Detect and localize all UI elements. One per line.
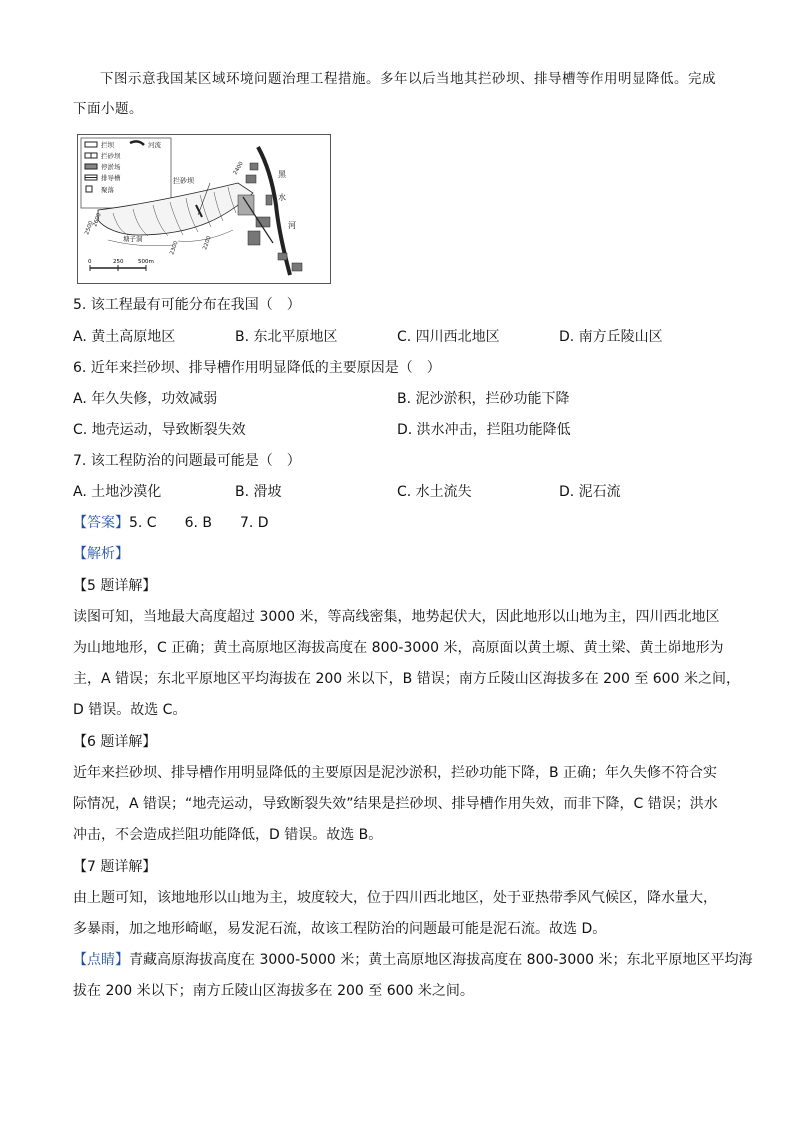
q7-option-b[interactable]: B. 滑坡 bbox=[235, 484, 282, 500]
answer-label: 【答案】 bbox=[73, 515, 129, 531]
tip-line-2: 拔在 200 米以下；南方丘陵山区海拔多在 200 至 600 米之间。 bbox=[73, 983, 474, 999]
legend-river: 河流 bbox=[148, 141, 161, 149]
detail-7-heading: 【7 题详解】 bbox=[73, 859, 157, 875]
detail-5-line-4: D 错误。故选 C。 bbox=[73, 702, 187, 718]
detail-6-heading: 【6 题详解】 bbox=[73, 734, 157, 750]
detail-5-line-2: 为山地地形，C 正确；黄土高原地区海拔高度在 800-3000 米，高原面以黄土塬、黄土梁、黄土峁地形为 bbox=[73, 640, 724, 656]
question-6-stem: 6. 近年来拦砂坝、排导槽作用明显降低的主要原因是（ ） bbox=[73, 360, 441, 376]
tip-label: 【点睛】 bbox=[73, 952, 129, 968]
terrain-map-figure bbox=[77, 134, 331, 284]
svg-text:2400: 2400 bbox=[232, 160, 245, 176]
village-label: 塘子洞 bbox=[123, 235, 143, 243]
legend-settlement: 聚落 bbox=[101, 186, 114, 194]
legend-silt-field-icon bbox=[85, 164, 97, 169]
q6-option-a[interactable]: A. 年久失修，功效减弱 bbox=[73, 391, 218, 407]
silt-field bbox=[238, 195, 254, 215]
q5-option-c[interactable]: C. 四川西北地区 bbox=[397, 329, 500, 345]
intro-line-1: 下图示意我国某区域环境问题治理工程措施。多年以后当地其拦砂坝、排导槽等作用明显降低。完成 bbox=[100, 71, 716, 87]
q6-option-d[interactable]: D. 洪水冲击，拦阻功能降低 bbox=[397, 422, 571, 438]
detail-7-line-1: 由上题可知，该地地形以山地为主，坡度较大，位于四川西北地区，处于亚热带季风气候区，降水量大， bbox=[73, 890, 717, 906]
scale-bar bbox=[88, 259, 154, 271]
svg-text:2200: 2200 bbox=[202, 235, 213, 251]
legend-dam: 拦坝 bbox=[101, 141, 114, 149]
svg-text:0: 0 bbox=[88, 259, 92, 265]
q5-option-a[interactable]: A. 黄土高原地区 bbox=[73, 329, 176, 345]
svg-text:2300: 2300 bbox=[169, 240, 180, 256]
q7-option-d[interactable]: D. 泥石流 bbox=[559, 484, 621, 500]
question-7-stem: 7. 该工程防治的问题最可能是（ ） bbox=[73, 453, 301, 469]
svg-text:250: 250 bbox=[113, 259, 124, 265]
q6-option-b[interactable]: B. 泥沙淤积，拦砂功能下降 bbox=[397, 391, 570, 407]
river-char-3: 河 bbox=[288, 221, 296, 230]
terrain-map bbox=[78, 135, 330, 283]
tip-row-1 bbox=[73, 950, 753, 970]
detail-6-line-3: 冲击，不会造成拦阻功能降低，D 错误。故选 B。 bbox=[73, 827, 383, 843]
q7-option-a[interactable]: A. 土地沙漠化 bbox=[73, 484, 162, 500]
question-5-stem: 5. 该工程最有可能分布在我国（ ） bbox=[73, 297, 301, 313]
tip-line-1: 青藏高原海拔高度在 3000-5000 米；黄土高原地区海拔高度在 800-3000 米；东北平原地区平均海 bbox=[129, 952, 753, 968]
river-char-1: 黑 bbox=[278, 170, 286, 179]
q6-option-c[interactable]: C. 地壳运动，导致断裂失效 bbox=[73, 422, 246, 438]
legend-silt-field: 停淤场 bbox=[101, 163, 121, 171]
detail-5-line-1: 读图可知，当地最大高度超过 3000 米，等高线密集，地势起伏大，因此地形以山地为主，四川西北地区 bbox=[73, 609, 720, 625]
detail-7-line-2: 多暴雨，加之地形崎岖，易发泥石流，故该工程防治的问题最可能是泥石流。故选 D。 bbox=[73, 921, 607, 937]
analysis-label: 【解析】 bbox=[73, 546, 129, 562]
legend-drain: 排导槽 bbox=[101, 174, 121, 182]
q7-option-c[interactable]: C. 水土流失 bbox=[397, 484, 472, 500]
legend-sand-dam: 拦砂坝 bbox=[101, 152, 121, 160]
detail-5-line-3: 主，A 错误；东北平原地区平均海拔在 200 米以下，B 错误；南方丘陵山区海拔多在 200 至 600 米之间， bbox=[73, 671, 740, 687]
detail-6-line-1: 近年来拦砂坝、排导槽作用明显降低的主要原因是泥沙淤积，拦砂功能下降，B 正确；年久失修不符合实 bbox=[73, 765, 718, 781]
svg-text:500m: 500m bbox=[138, 259, 154, 265]
answer-row bbox=[73, 513, 269, 533]
svg-text:2500: 2500 bbox=[84, 220, 95, 236]
answer-values: 5. C 6. B 7. D bbox=[129, 515, 269, 531]
intro-line-2: 下面小题。 bbox=[73, 101, 143, 117]
river-char-2: 水 bbox=[278, 193, 286, 202]
settlement-blocks bbox=[246, 163, 302, 271]
dam-label: 拦砂坝 bbox=[173, 177, 194, 185]
q5-option-d[interactable]: D. 南方丘陵山区 bbox=[559, 329, 663, 345]
detail-5-heading: 【5 题详解】 bbox=[73, 578, 157, 594]
detail-6-line-2: 际情况，A 错误；“地壳运动，导致断裂失效”结果是拦砂坝、排导槽作用失效，而非下降，C 错误；洪水 bbox=[73, 796, 718, 812]
svg-text:2600: 2600 bbox=[92, 212, 103, 228]
q5-option-b[interactable]: B. 东北平原地区 bbox=[235, 329, 338, 345]
